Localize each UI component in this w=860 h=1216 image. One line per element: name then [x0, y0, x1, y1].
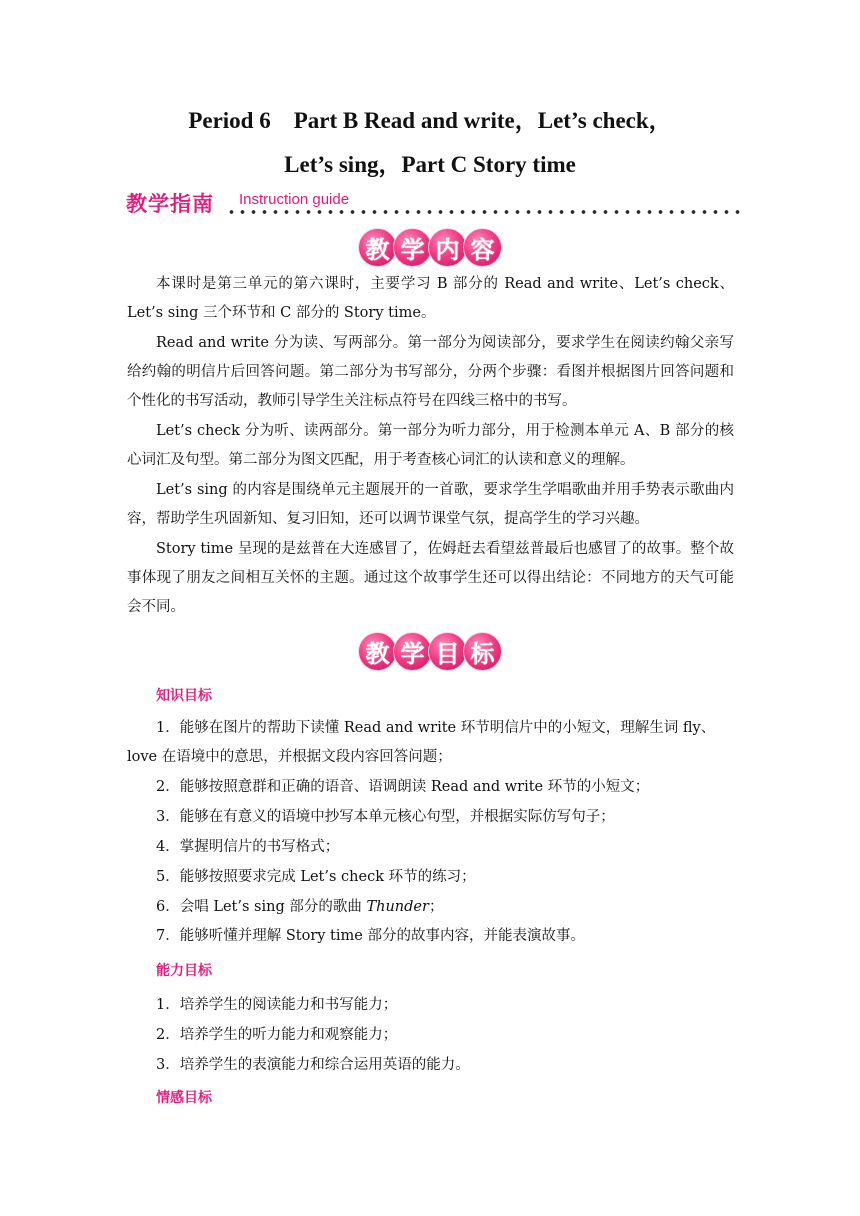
teaching-content-badge	[0, 228, 860, 268]
ability-item: 2．培养学生的听力能力和观察能力；	[156, 1027, 398, 1043]
content-paragraph: Story time 呈现的是兹普在大连感冒了，佐姆赶去看望兹普最后也感冒了的故事。整个故事体现了朋友之间相互关怀的主题。通过这个故事学生还可以得出结论：不同地方的天气可能会不同。	[127, 541, 734, 615]
badge-char: 容	[463, 228, 502, 267]
badge-char: 内	[428, 228, 467, 267]
badge-char: 教	[358, 632, 397, 671]
knowledge-item: 2．能够按照意群和正确的语音、语调朗读 Read and write 环节的小短文；	[156, 779, 650, 795]
guide-heading-en: Instruction guide	[239, 191, 350, 208]
knowledge-item: 1．能够在图片的帮助下读懂 Read and write 环节明信片中的小短文，理解生词 fly、love 在语境中的意思，并根据文段内容回答问题；	[127, 720, 716, 765]
ability-goals-heading: 能力目标	[156, 963, 212, 979]
content-paragraph: Let’s check 分为听、读两部分。第一部分为听力部分，用于检测本单元 A、B 部分的核心词汇及句型。第二部分为图文匹配，用于考查核心词汇的认读和意义的理解。	[127, 423, 734, 468]
badge-char: 学	[393, 632, 432, 671]
badge-char: 标	[463, 632, 502, 671]
knowledge-item	[156, 893, 734, 922]
lesson-title-line-1: Period 6 Part B Read and write，Let’s check，	[188, 108, 672, 133]
teaching-goals-badge	[0, 632, 860, 672]
ability-item: 3．培养学生的表演能力和综合运用英语的能力。	[156, 1057, 470, 1073]
badge-char: 学	[393, 228, 432, 267]
lesson-title-line-2: Let’s sing，Part C Story time	[284, 152, 576, 177]
guide-heading-cn: 教学指南	[126, 192, 214, 216]
knowledge-item: 3．能够在有意义的语境中抄写本单元核心句型，并根据实际仿写句子；	[156, 809, 615, 825]
content-paragraph: Read and write 分为读、写两部分。第一部分为阅读部分，要求学生在阅读约翰父亲写给约翰的明信片后回答问题。第二部分为书写部分，分两个步骤：看图并根据图片回答问题和个性化的书写活动，教师引导学生关注标点符号在四线三格中的书写。	[127, 335, 734, 409]
knowledge-item: 7．能够听懂并理解 Story time 部分的故事内容，并能表演故事。	[156, 928, 585, 944]
item6-prefix: 6．会唱 Let’s sing 部分的歌曲	[156, 899, 367, 915]
knowledge-goals-heading: 知识目标	[156, 688, 212, 704]
content-paragraph: 本课时是第三单元的第六课时，主要学习 B 部分的 Read and write、Let’s check、Let’s sing 三个环节和 C 部分的 Story time。	[127, 276, 734, 321]
content-paragraph: Let’s sing 的内容是围绕单元主题展开的一首歌，要求学生学唱歌曲并用手势表示歌曲内容，帮助学生巩固新知、复习旧知，还可以调节课堂气氛，提高学生的学习兴趣。	[127, 482, 734, 527]
badge-char: 目	[428, 632, 467, 671]
instruction-guide-header	[126, 190, 740, 220]
song-title: Thunder	[366, 899, 429, 915]
item6-suffix: ；	[428, 899, 444, 915]
badge-char: 教	[358, 228, 397, 267]
ability-item: 1．培养学生的阅读能力和书写能力；	[156, 997, 398, 1013]
knowledge-item: 4．掌握明信片的书写格式；	[156, 839, 340, 855]
emotion-goals-heading: 情感目标	[156, 1090, 212, 1106]
knowledge-item: 5．能够按照要求完成 Let’s check 环节的练习；	[156, 869, 476, 885]
